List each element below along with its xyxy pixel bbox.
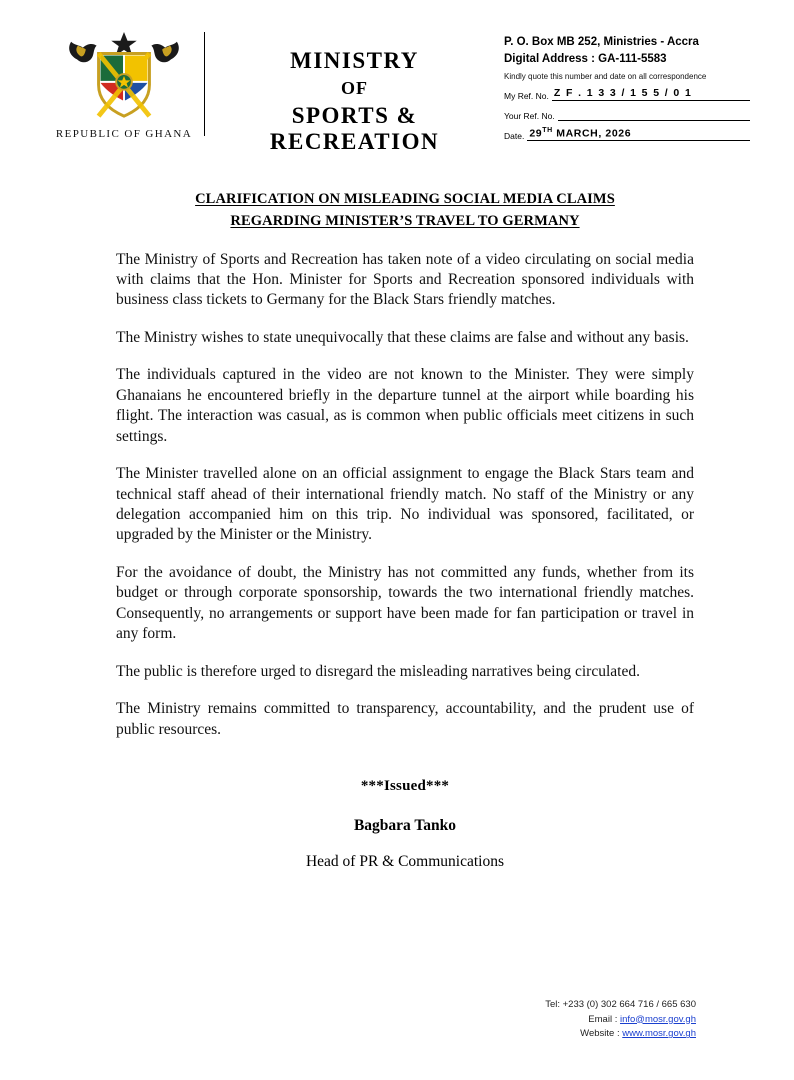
signer-name: Bagbara Tanko	[353, 817, 457, 835]
quote-note: Kindly quote this number and date on all correspondence	[504, 72, 707, 82]
digital-address: Digital Address : GA-111-5583	[504, 52, 667, 65]
my-ref-row	[504, 88, 750, 101]
ministry-line-1: MINISTRY	[290, 48, 419, 73]
footer-tel: Tel: +233 (0) 302 664 716 / 665 630	[545, 998, 696, 1010]
postal-address: P. O. Box MB 252, Ministries - Accra	[504, 36, 699, 48]
footer-email-row	[545, 1013, 696, 1028]
title-line-1: CLARIFICATION ON MISLEADING SOCIAL MEDIA CLAIMS	[195, 191, 615, 207]
my-ref-value: Z F . 1 3 3 / 1 5 5 / 0 1	[553, 87, 693, 100]
title-line-2: REGARDING MINISTER’S TRAVEL TO GERMANY	[230, 212, 580, 229]
document-body	[0, 155, 794, 871]
paragraph: The Ministry remains committed to transparency, accountability, and the prudent use of public resources.	[116, 700, 694, 738]
my-ref-line	[552, 88, 750, 101]
footer-contact	[545, 998, 696, 1042]
crest-caption: REPUBLIC OF GHANA	[55, 128, 193, 140]
paragraph: The Ministry of Sports and Recreation has taken note of a video circulating on social media with claims that the Hon. Minister for Sports and Recreation sponsored individuals with business class tickets to Germany for the Black Stars friendly matches.	[116, 250, 694, 309]
date-label: Date.	[504, 131, 525, 142]
date-suffix: TH	[542, 126, 553, 134]
issued-marker: ***Issued***	[360, 778, 450, 795]
paragraph: The individuals captured in the video are not known to the Minister. They were simply Ghanaians he encountered briefly in the departure tunnel at the airport while boarding his flight. The interaction was casual, as is common when public officials meet citizens in such settings.	[116, 366, 694, 445]
my-ref-label: My Ref. No.	[504, 91, 549, 102]
address-block	[504, 26, 750, 141]
your-ref-label: Your Ref. No.	[504, 111, 555, 122]
footer-website-row	[545, 1027, 696, 1042]
footer-website-label: Website :	[580, 1028, 620, 1040]
paragraph: The Minister travelled alone on an official assignment to engage the Black Stars team and technical staff ahead of their international friendly match. No staff of the Ministry or any delegation accompanied him on this trip. No individual was sponsored, facilitated, or upgraded by the Minister or the Ministry.	[116, 465, 694, 544]
date-line	[527, 128, 750, 141]
ministry-title	[205, 26, 504, 155]
paragraph: The public is therefore urged to disregard the misleading narratives being circulated.	[116, 662, 640, 680]
date-value	[529, 127, 631, 140]
footer-email-label: Email :	[588, 1013, 618, 1025]
your-ref-row	[504, 108, 750, 121]
ministry-line-2: OF	[340, 78, 368, 98]
ministry-line-3: SPORTS & RECREATION	[269, 103, 440, 154]
date-day: 29	[529, 127, 543, 140]
signer-role: Head of PR & Communications	[305, 853, 505, 871]
crest-block	[44, 26, 204, 140]
closing-block	[116, 778, 694, 871]
ghana-coat-of-arms-icon	[65, 30, 183, 122]
document-title	[116, 189, 694, 233]
footer-email-link[interactable]: info@mosr.gov.gh	[619, 1013, 696, 1025]
date-row	[504, 128, 750, 141]
paragraph: The Ministry wishes to state unequivocally that these claims are false and without any basis.	[116, 328, 689, 346]
your-ref-line	[558, 108, 750, 121]
footer-website-link[interactable]: www.mosr.gov.gh	[622, 1028, 696, 1040]
paragraph: For the avoidance of doubt, the Ministry has not committed any funds, whether from its budget or through corporate sponsorship, towards the two international friendly matches. Consequently, no arrangements or support have been made for fan participation or travel in any form.	[116, 563, 694, 643]
date-month-year: MARCH, 2026	[556, 127, 632, 140]
letterhead	[0, 0, 794, 155]
